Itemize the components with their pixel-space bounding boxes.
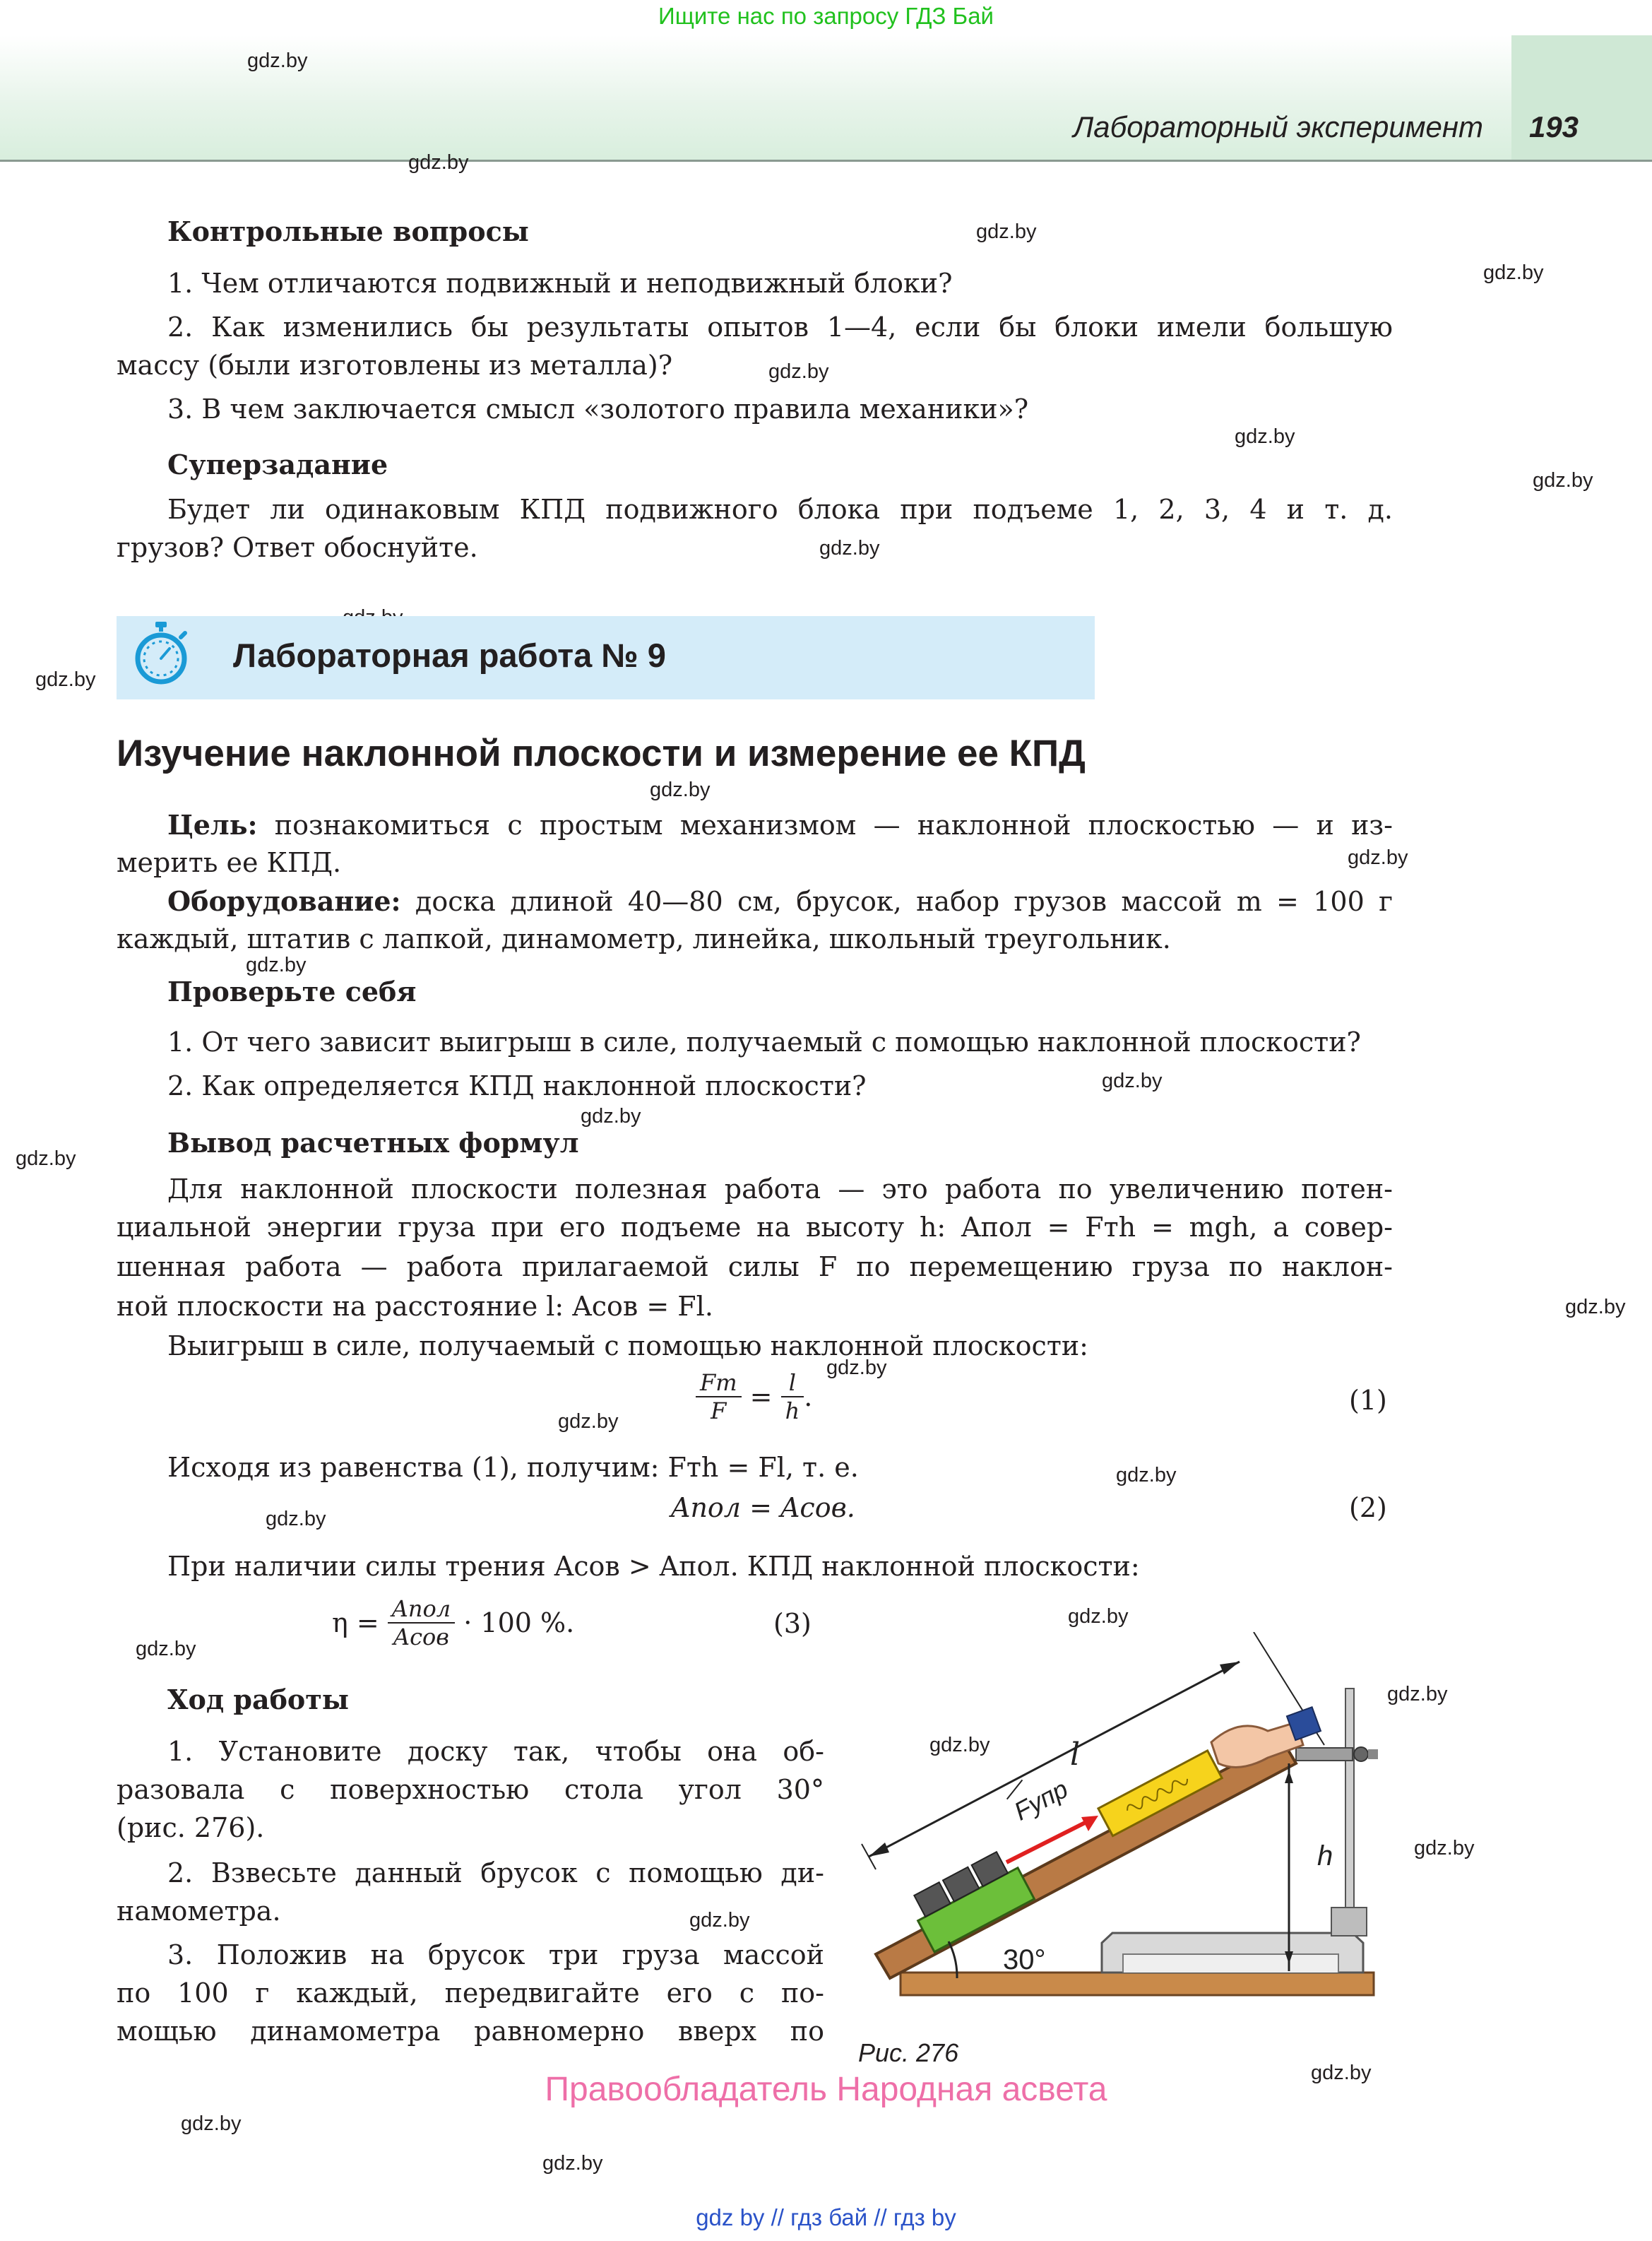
derive-heading: Вывод расчетных формул: [167, 1127, 579, 1159]
watermark: gdz.by: [650, 779, 711, 801]
control-heading: Контрольные вопросы: [167, 215, 529, 247]
procedure-heading: Ход работы: [167, 1684, 349, 1715]
formula-2-tag: (2): [1349, 1492, 1387, 1523]
watermark: gdz.by: [542, 2152, 603, 2175]
watermark: gdz.by: [929, 1734, 990, 1756]
stopwatch-icon: [133, 619, 189, 690]
watermark: gdz.by: [1565, 1296, 1626, 1318]
header-rule: [0, 160, 1652, 162]
height-label: h: [1317, 1840, 1333, 1872]
control-question-1: 1. Чем отличаются подвижный и неподвижный блоки?: [167, 268, 953, 299]
watermark: gdz.by: [819, 537, 880, 560]
check-heading: Проверьте себя: [167, 976, 417, 1007]
goal-label: Цель:: [167, 809, 258, 841]
watermark: gdz.by: [136, 1638, 196, 1660]
formula-3-left: η =: [332, 1607, 379, 1638]
derive-line-1: Для наклонной плоскости полезная работа — это работа по увеличению потен-: [167, 1173, 1393, 1205]
formula-1-right-num: l: [781, 1369, 804, 1397]
watermark: gdz.by: [408, 151, 469, 174]
force-label: Fупр: [1009, 1774, 1073, 1826]
stand-rod: [1345, 1689, 1354, 1936]
watermark: gdz.by: [1414, 1837, 1475, 1859]
length-line: [869, 1662, 1240, 1857]
derive-line-3: шенная работа — работа прилагаемой силы F по перемещению груза по наклон-: [117, 1251, 1393, 1282]
table-top: [901, 1973, 1374, 1995]
equipment-text: доска длиной 40—80 см, брусок, набор грузов массой m = 100 г: [415, 886, 1393, 917]
watermark: gdz.by: [558, 1410, 619, 1433]
bottom-links[interactable]: gdz by // гдз бай // гдз by: [696, 2204, 956, 2230]
formula-1-left-den: F: [711, 1397, 727, 1424]
length-label: l: [1070, 1737, 1081, 1773]
watermark: gdz.by: [1387, 1683, 1448, 1705]
control-question-2-cont: массу (были изготовлены из металла)?: [117, 350, 673, 381]
check-question-2: 2. Как определяется КПД наклонной плоскости?: [167, 1070, 867, 1101]
equipment-line-1: [167, 882, 1393, 921]
watermark: gdz.by: [246, 954, 307, 976]
formula-3-tag: (3): [773, 1608, 812, 1639]
formula-3-num: Aпол: [388, 1595, 455, 1624]
formula-3-right: · 100 %.: [463, 1607, 575, 1638]
watermark: gdz.by: [581, 1105, 641, 1128]
watermark: gdz.by: [1235, 425, 1295, 448]
watermark: gdz.by: [35, 668, 96, 691]
watermark: gdz.by: [16, 1147, 76, 1170]
lab-title: Лабораторная работа № 9: [233, 637, 666, 674]
watermark: gdz.by: [826, 1356, 887, 1379]
control-question-2: 2. Как изменились бы результаты опытов 1—4, если бы блоки имели большую: [167, 312, 1393, 343]
watermark: gdz.by: [1533, 469, 1593, 492]
super-text-1: Будет ли одинаковым КПД подвижного блока при подъеме 1, 2, 3, 4 и т. д.: [167, 494, 1393, 525]
procedure-step-2a: 2. Взвесьте данный брусок с помощью ди-: [167, 1857, 824, 1888]
main-title: Изучение наклонной плоскости и измерение ее КПД: [117, 733, 1086, 774]
watermark: gdz.by: [976, 220, 1037, 243]
figure-caption: Рис. 276: [858, 2038, 959, 2067]
formula-1-tag: (1): [1349, 1385, 1387, 1416]
watermark: gdz.by: [1348, 846, 1408, 869]
formula-1-left-fraction: [696, 1369, 742, 1424]
formula-3-fraction: [388, 1595, 455, 1650]
watermark: gdz.by: [266, 1508, 326, 1530]
procedure-step-1a: 1. Установите доску так, чтобы она об-: [167, 1736, 824, 1767]
equipment-label: Оборудование:: [167, 885, 401, 917]
figure-276: [844, 1632, 1381, 2028]
goal-text: познакомиться с простым механизмом — наклонной плоскостью — и из-: [274, 810, 1393, 841]
procedure-step-3a: 3. Положив на брусок три груза массой: [167, 1939, 824, 1970]
stand-clamp: [1296, 1748, 1353, 1761]
equipment-line-2: каждый, штатив с лапкой, динамометр, линейка, школьный треугольник.: [117, 923, 1171, 954]
derive-line-6: Исходя из равенства (1), получим: Fтh = Fl, т. е.: [167, 1452, 859, 1483]
angle-label: 30°: [1003, 1944, 1046, 1975]
rights-holder: Правообладатель Народная асвета: [545, 2071, 1107, 2108]
control-question-3: 3. В чем заключается смысл «золотого правила механики»?: [167, 394, 1029, 425]
formula-1-right-den: h: [785, 1397, 800, 1424]
derive-line-4: ной плоскости на расстояние l: Aсов = Fl.: [117, 1291, 713, 1322]
derive-line-2: циальной энергии груза при его подъеме на высоту h: Aпол = Fтh = mgh, а совер-: [117, 1212, 1393, 1243]
goal-line-2: мерить ее КПД.: [117, 847, 342, 878]
procedure-step-1b: разовала с поверхностью стола угол 30°: [117, 1774, 824, 1805]
page-number: 193: [1528, 110, 1579, 143]
watermark: gdz.by: [768, 360, 829, 383]
watermark: gdz.by: [689, 1909, 750, 1932]
formula-3-den: Aсов: [393, 1624, 449, 1650]
derive-line-5: Выигрыш в силе, получаемый с помощью наклонной плоскости:: [167, 1330, 1088, 1361]
watermark: gdz.by: [1311, 2062, 1372, 2084]
formula-3: [332, 1595, 574, 1650]
formula-1: $\frac{Fт}{F}$ = $\frac{l}{h}$ .: [696, 1369, 812, 1424]
formula-1-left-num: Fт: [696, 1369, 742, 1397]
watermark: gdz.by: [247, 49, 308, 72]
goal-line-1: [167, 805, 1393, 845]
super-text-2: грузов? Ответ обоснуйте.: [117, 532, 478, 563]
procedure-step-3b: по 100 г каждый, передвигайте его с по-: [117, 1977, 824, 2009]
formula-2: Aпол = Aсов.: [671, 1492, 855, 1523]
top-banner[interactable]: Ищите нас по запросу ГДЗ Бай: [658, 3, 994, 29]
running-head: Лабораторный эксперимент: [1073, 110, 1483, 143]
procedure-step-1c: (рис. 276).: [117, 1812, 265, 1843]
super-heading: Суперзадание: [167, 449, 388, 480]
watermark: gdz.by: [1068, 1605, 1129, 1628]
watermark: gdz.by: [1102, 1070, 1163, 1092]
derive-line-7: При наличии силы трения Aсов > Aпол. КПД наклонной плоскости:: [167, 1551, 1140, 1582]
procedure-step-2b: намометра.: [117, 1896, 281, 1927]
watermark: gdz.by: [181, 2112, 242, 2135]
watermark: gdz.by: [1116, 1464, 1177, 1486]
inclined-plane-diagram: [844, 1632, 1381, 2028]
formula-1-right-fraction: [781, 1369, 804, 1424]
watermark: gdz.by: [1483, 261, 1544, 284]
procedure-step-3c: мощью динамометра равномерно вверх по: [117, 2016, 824, 2047]
check-question-1: 1. От чего зависит выигрыш в силе, получаемый с помощью наклонной плоскости?: [167, 1027, 1361, 1058]
